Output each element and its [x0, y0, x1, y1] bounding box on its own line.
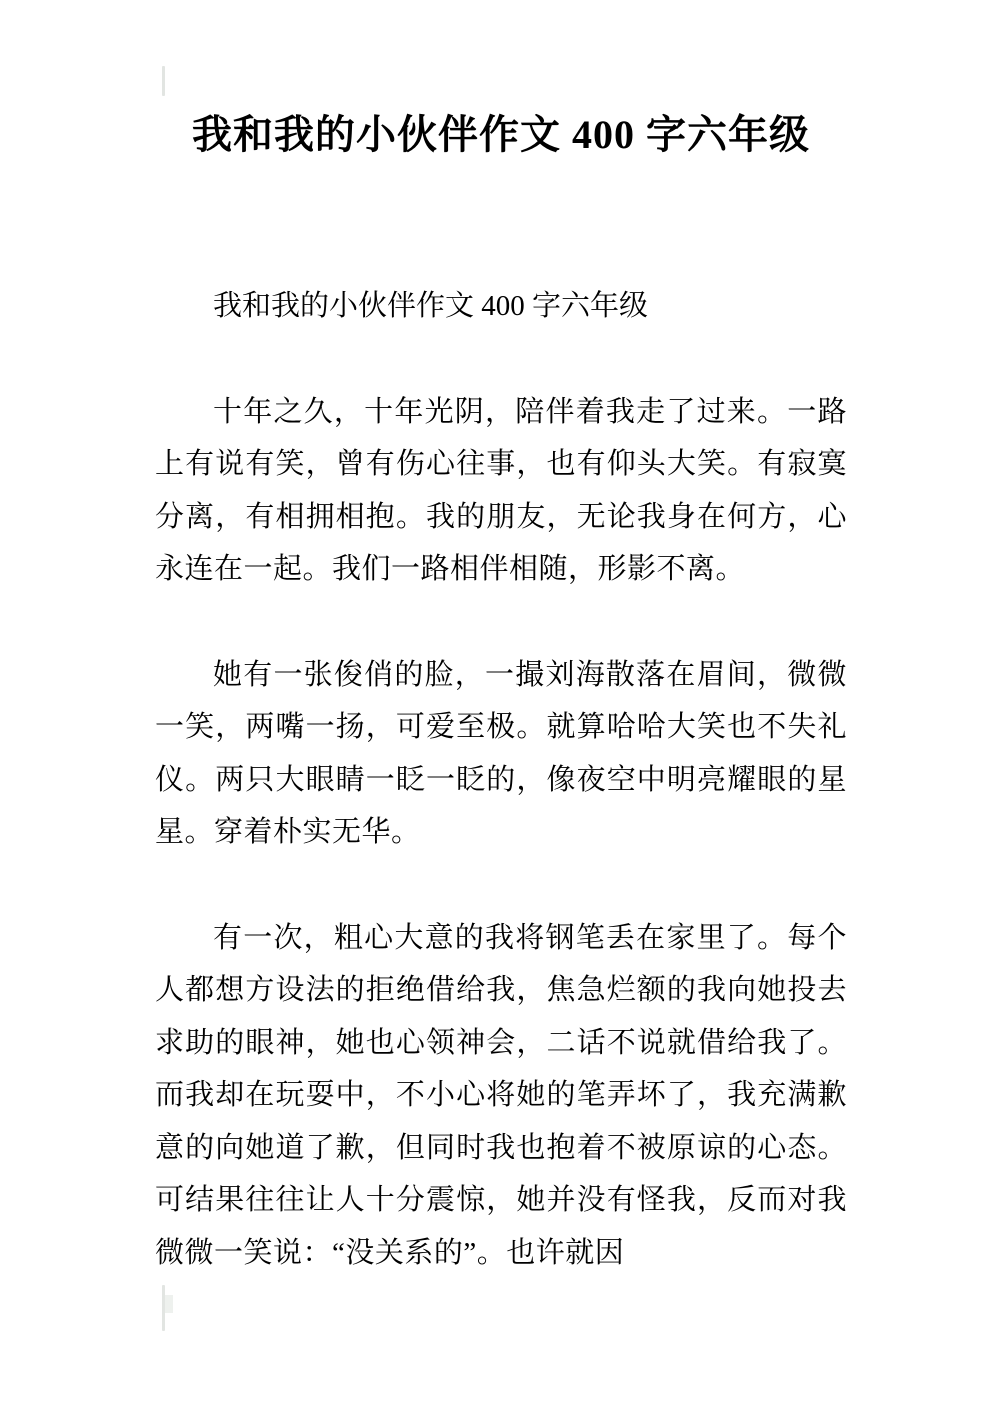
margin-artifact-top: [162, 66, 165, 96]
document-title: 我和我的小伙伴作文 400 字六年级: [192, 112, 810, 157]
document-subtitle: 我和我的小伙伴作文 400 字六年级: [213, 290, 649, 322]
margin-artifact-bottom: [162, 1285, 165, 1331]
essay-paragraph-2: 她有一张俊俏的脸，一撮刘海散落在眉间，微微一笑，两嘴一扬，可爱至极。就算哈哈大笑也不失礼仪。两只大眼睛一眨一眨的，像夜空中明亮耀眼的星星。穿着朴实无华。: [155, 658, 847, 848]
essay-paragraph-1: 十年之久，十年光阴，陪伴着我走了过来。一路上有说有笑，曾有伤心往事，也有仰头大笑。有寂寞分离，有相拥相抱。我的朋友，无论我身在何方，心永连在一起。我们一路相伴相随，形影不离。: [155, 395, 847, 585]
essay-paragraph-3: 有一次，粗心大意的我将钢笔丢在家里了。每个人都想方设法的拒绝借给我，焦急烂额的我向她投去求助的眼神，她也心领神会，二话不说就借给我了。而我却在玩耍中，不小心将她的笔弄坏了，我充满歉意的向她道了歉，但同时我也抱着不被原谅的心态。可结果往往让人十分震惊，她并没有怪我，反而对我微微一笑说：“没关系的”。也许就因: [155, 921, 847, 1269]
